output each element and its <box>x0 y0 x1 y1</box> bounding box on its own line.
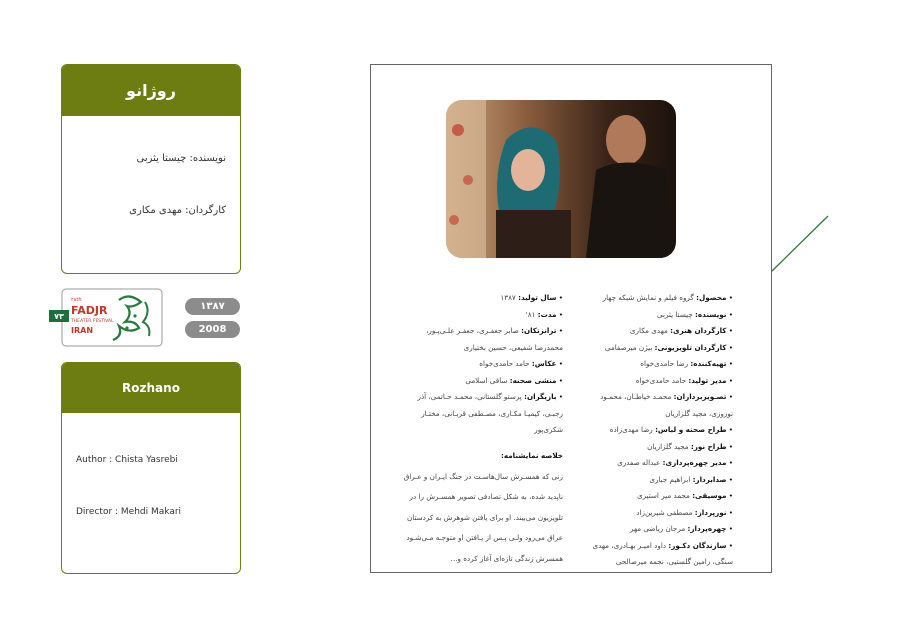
credit-label: بازیگران: <box>524 392 557 401</box>
persian-title: روژانو <box>62 65 240 116</box>
summary-line: زنی که همسـرش سال‌هاسـت در جنگ ایـران و عـراق <box>403 471 563 481</box>
credit-line <box>403 307 563 324</box>
logo-edition: ۲۸th <box>71 297 82 303</box>
credit-label: عکاس: <box>531 359 557 368</box>
fadjr-festival-logo <box>49 288 164 348</box>
credit-line <box>403 356 563 373</box>
credit-line <box>403 389 563 406</box>
credit-line <box>403 406 563 423</box>
summary-line: تلویزیون می‌بیند. او برای یافتن شوهرش به کردستان <box>407 512 563 522</box>
credit-value: رجبـی، کیمیـا مکـاری، مصـطفی قربـانی، مختـار <box>421 408 563 418</box>
credit-line <box>573 406 733 423</box>
logo-sub: THEATER FESTIVAL <box>71 319 114 324</box>
credit-line <box>573 439 733 456</box>
persian-writer: نویسنده: چیستا یثربی <box>136 153 226 164</box>
logo-fadjr: FADJR <box>71 304 108 317</box>
credit-line <box>403 422 563 439</box>
credit-line <box>403 290 563 307</box>
play-photo <box>446 100 676 258</box>
credit-line <box>573 521 733 538</box>
credit-line <box>403 340 563 357</box>
credit-value: ۸۱' <box>525 309 536 319</box>
credit-label: مدیر تولید: <box>688 375 727 385</box>
summary-line: همسرش زندگی تازه‌ای آغاز کرده و... <box>450 553 563 563</box>
credits-right-column <box>573 290 733 571</box>
logo-country: IRAN <box>71 326 94 335</box>
credit-value: مصطفی شیرین‌زاد <box>636 507 693 517</box>
credit-label: سازندگان دکـور: <box>668 540 727 550</box>
credit-line <box>573 422 733 439</box>
credit-label: محصول: <box>696 293 727 302</box>
credit-value: صابر جعفـری، جعفـر علـی‌پـور، <box>426 326 519 335</box>
year-gregorian-badge: 2008 <box>185 321 240 338</box>
credit-value: حامد حامدی‌خواه <box>635 375 687 385</box>
credit-label: طراح نور: <box>690 441 727 451</box>
credit-value: مجید گلزاریان <box>647 441 689 451</box>
credit-value: محمد میر استیری <box>636 491 690 500</box>
credit-value: عبداله صفدری <box>617 458 661 467</box>
credit-label: نویسنده: <box>695 309 727 319</box>
english-info-card <box>61 362 241 574</box>
credit-value: داود امیـر بهـادری، مهدی <box>592 540 667 550</box>
credit-line <box>573 307 733 324</box>
credit-value: ۱۳۸۷ <box>500 293 516 302</box>
credit-line <box>573 323 733 340</box>
document-page <box>370 64 772 573</box>
credit-value: چیستا یثربی <box>656 309 693 319</box>
credit-value: ساقی اسلامی <box>465 375 508 385</box>
credit-value: مهدی مکاری <box>629 326 668 335</box>
credit-line <box>403 373 563 390</box>
credit-label: مدت: <box>537 309 557 319</box>
credits-left-column <box>403 290 563 439</box>
credit-line <box>573 472 733 489</box>
summary-block <box>398 446 563 569</box>
credit-value: رضا مهدی‌زاده <box>609 425 653 434</box>
credit-label: موسیقی: <box>692 491 727 500</box>
credit-value: رضا حامدی‌خواه <box>640 359 689 368</box>
credit-label: تصـویربرداران: <box>673 392 727 401</box>
credit-line <box>573 554 733 571</box>
english-author: Author : Chista Yasrebi <box>76 455 178 465</box>
credit-value: بیژن میرصفامی <box>604 342 653 352</box>
summary-line: عراق می‌رود ولـی پـس از یـافتن او متوجـه مـی‌شـود <box>406 533 563 542</box>
credit-label: چهره‌پرداز: <box>687 524 727 533</box>
credit-line <box>573 389 733 406</box>
persian-director: کارگردان: مهدی مکاری <box>129 205 226 216</box>
credit-value: نوروزی، مجید گلزاریان <box>665 408 733 418</box>
credit-line <box>573 455 733 472</box>
persian-info-card <box>61 64 241 274</box>
credit-label: منشی صحنه: <box>509 375 557 385</box>
credit-value: سنگی، رامین گلستیی، نجمه میرصالحی <box>615 557 733 566</box>
credit-label: مدیر چهره‌پردازی: <box>662 458 727 467</box>
credit-label: کارگردان هنری: <box>670 326 727 335</box>
year-persian-badge: ۱۳۸۷ <box>185 298 240 315</box>
credit-line <box>573 505 733 522</box>
credit-value: محمدرضا شفیعی، حسین بختیاری <box>463 342 563 352</box>
summary-title: خلاصه نمایشنامه: <box>501 451 563 460</box>
credit-line <box>573 340 733 357</box>
credit-line <box>573 290 733 307</box>
edition-badge: ۷۳ <box>54 312 64 321</box>
credit-value: ابراهیم جباری <box>649 474 691 484</box>
credit-value: شکری‌پور <box>534 425 563 434</box>
english-director: Director : Mehdi Makari <box>76 507 182 517</box>
credit-line <box>573 356 733 373</box>
credit-label: تهیه‌کننده: <box>690 359 727 368</box>
decorative-line <box>770 214 830 274</box>
credit-label: طراح صحنه و لباس: <box>655 425 727 434</box>
credit-label: صدابردار: <box>692 474 727 484</box>
credit-value: گروه فیلم و نمایش شبکه چهار <box>602 293 694 302</box>
credit-value: محمـد خیاطـان، محمـود <box>600 392 672 401</box>
credit-label: ترانزتکان: <box>521 326 557 335</box>
summary-line: ناپدید شده، به شکل تصادفی تصویر همسـرش را در <box>409 492 563 501</box>
credit-label: نورپرداز: <box>694 507 727 517</box>
credit-line <box>403 323 563 340</box>
credit-label: سال تولید: <box>518 293 557 302</box>
credit-line <box>573 373 733 390</box>
credit-label: کارگردان تلویزیونی: <box>654 342 727 352</box>
credit-line <box>573 538 733 555</box>
credit-value: پرستو گلستانی، محمـد حـاتمی، آذر <box>417 392 522 401</box>
credit-value: حامد حامدی‌خواه <box>479 359 530 368</box>
english-title: Rozhano <box>62 363 240 413</box>
credit-line <box>573 488 733 505</box>
credit-value: مرجان ریاضی مهر <box>630 524 686 533</box>
